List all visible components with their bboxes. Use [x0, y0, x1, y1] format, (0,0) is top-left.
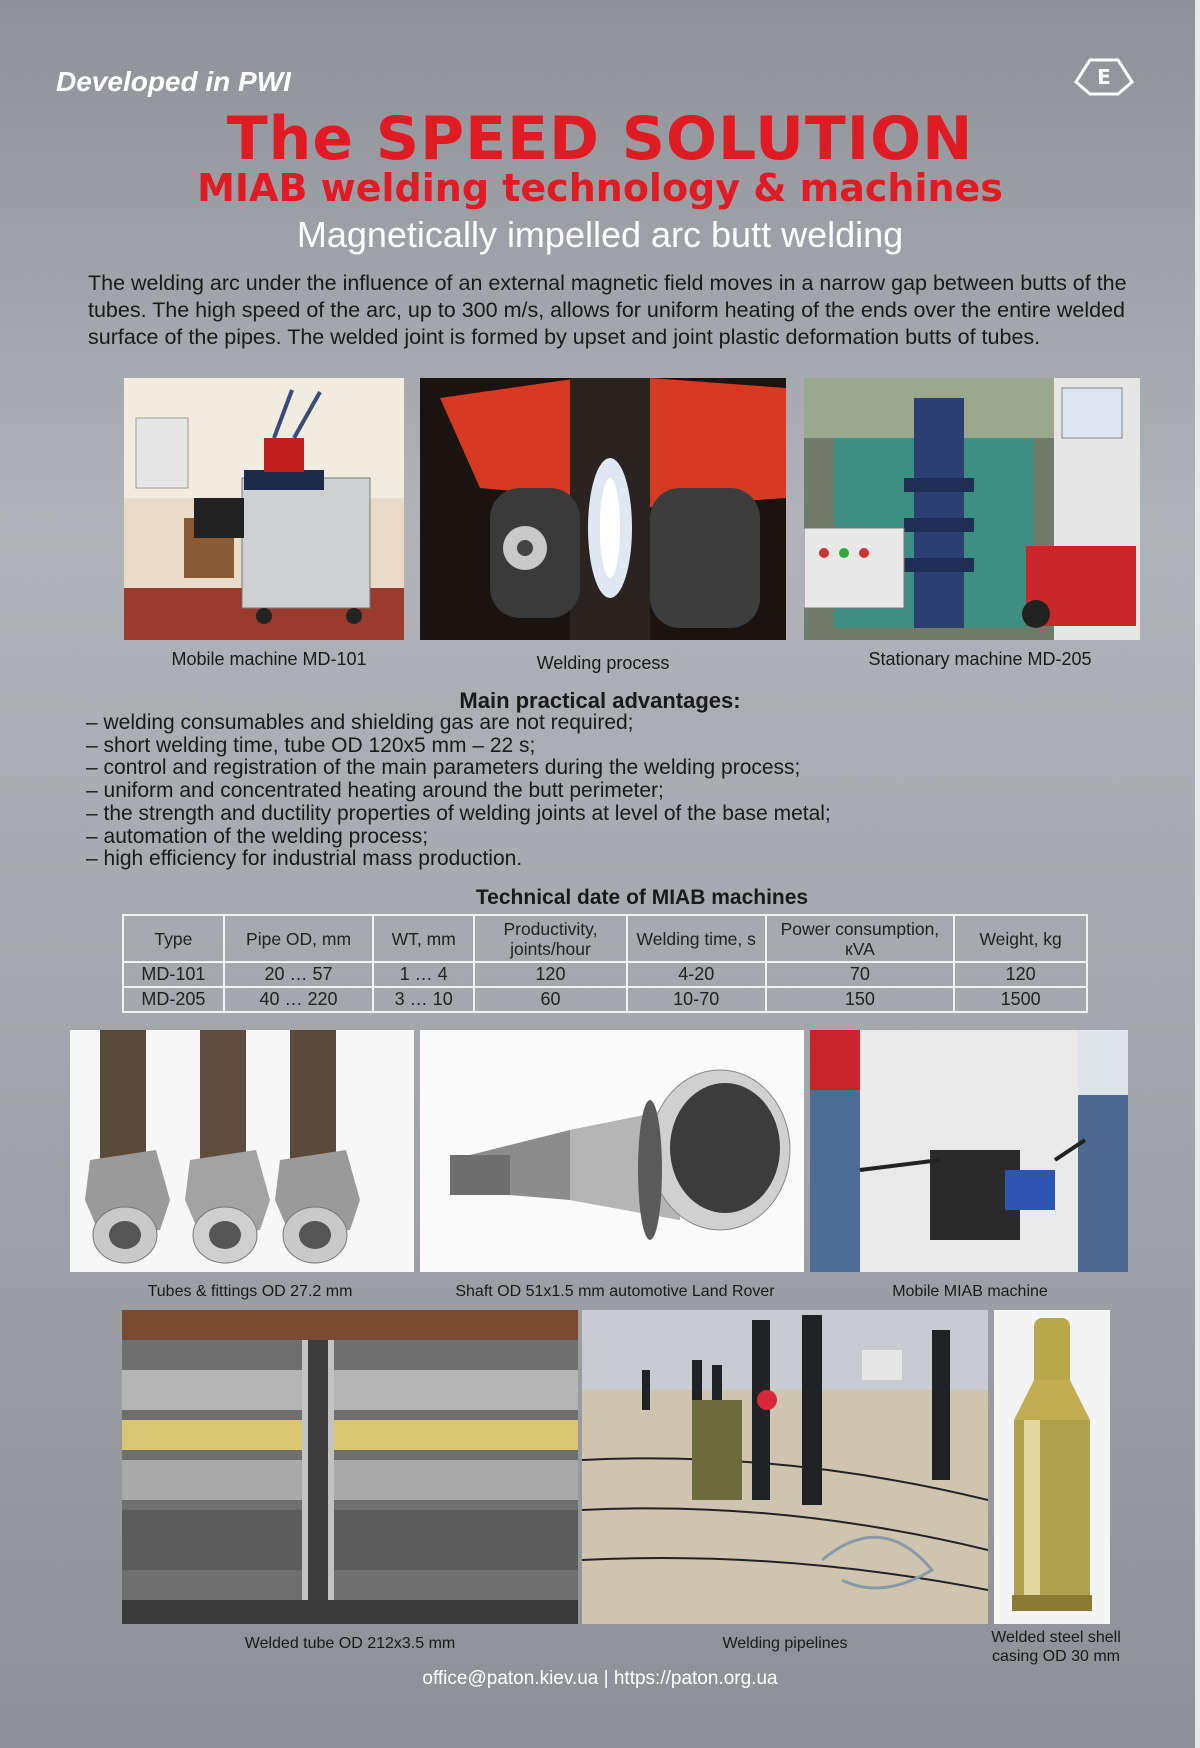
- caption-steel-shell-line1: Welded steel shell: [991, 1629, 1121, 1646]
- col-header-welding-time: Welding time, s: [627, 915, 766, 962]
- col-header-weight: Weight, kg: [954, 915, 1087, 962]
- cell-weight: 1500: [954, 987, 1087, 1012]
- photo-shaft-land-rover: [420, 1030, 804, 1272]
- caption-steel-shell-line2: casing OD 30 mm: [991, 1648, 1121, 1665]
- advantage-item: – short welding time, tube OD 120x5 mm – 22 s;: [86, 733, 536, 757]
- intro-paragraph: The welding arc under the influence of an external magnetic field moves in a narrow gap between butts of the tubes. The high speed of the arc, up to 300 m/s, allows for uniform heating of the ends over the entire welded surface of the pipes. The welded joint is formed by upset and joint plastic deformation butts of tubes.: [88, 271, 1127, 349]
- svg-text:E: E: [1097, 65, 1111, 89]
- advantage-item: – uniform and concentrated heating around the butt perimeter;: [86, 779, 664, 803]
- cell-type: MD-205: [123, 987, 224, 1012]
- pwi-logo-icon: [1070, 54, 1138, 98]
- right-edge-strip: [1195, 0, 1200, 1748]
- cell-productivity: 120: [474, 962, 627, 987]
- cell-wt: 1 … 4: [373, 962, 474, 987]
- cell-weight: 120: [954, 962, 1087, 987]
- tech-table-title: Technical date of MIAB machines: [475, 886, 809, 909]
- photo-welding-pipelines: [582, 1310, 988, 1624]
- advantages-list: [86, 712, 831, 871]
- caption-stationary-machine-md205: Stationary machine MD-205: [868, 649, 1092, 669]
- advantages-title: Main practical advantages:: [459, 688, 741, 713]
- cell-power: 150: [766, 987, 955, 1012]
- table-row: [123, 962, 1087, 987]
- col-header-productivity: Productivity, joints/hour: [474, 915, 627, 962]
- cell-pipe-od: 40 … 220: [224, 987, 374, 1012]
- cell-pipe-od: 20 … 57: [224, 962, 374, 987]
- col-header-type: Type: [123, 915, 224, 962]
- caption-welding-pipelines: Welding pipelines: [722, 1635, 848, 1652]
- caption-welding-process: Welding process: [536, 653, 670, 673]
- photo-steel-shell: [994, 1310, 1110, 1624]
- cell-welding-time: 4-20: [627, 962, 766, 987]
- advantage-item: – welding consumables and shielding gas are not required;: [86, 711, 634, 734]
- contact-info[interactable]: office@paton.kiev.ua | https://paton.org.ua: [422, 1668, 778, 1689]
- table-row: [123, 987, 1087, 1012]
- cell-welding-time: 10-70: [627, 987, 766, 1012]
- caption-steel-shell: [976, 1628, 1136, 1666]
- photo-welding-process: [420, 378, 786, 640]
- caption-shaft-land-rover: Shaft OD 51x1.5 mm automotive Land Rover: [455, 1283, 775, 1300]
- photo-stationary-machine-md205: [804, 378, 1140, 640]
- caption-mobile-machine-md101: Mobile machine MD-101: [171, 649, 367, 669]
- caption-tubes-fittings: Tubes & fittings OD 27.2 mm: [147, 1283, 353, 1300]
- photo-mobile-machine-md101: [124, 378, 404, 640]
- cell-power: 70: [766, 962, 955, 987]
- main-title: The SPEED SOLUTION: [226, 104, 974, 174]
- cell-productivity: 60: [474, 987, 627, 1012]
- col-header-wt: WT, mm: [373, 915, 474, 962]
- tech-table: [122, 914, 1088, 1013]
- developed-in-pwi: Developed in PWI: [56, 66, 291, 97]
- advantage-item: – automation of the welding process;: [86, 824, 429, 848]
- caption-mobile-miab-machine: Mobile MIAB machine: [892, 1283, 1048, 1300]
- advantage-item: – the strength and ductility properties of welding joints at level of the base metal;: [86, 801, 831, 825]
- advantage-item: – high efficiency for industrial mass production.: [86, 847, 523, 871]
- table-header-row: [123, 915, 1087, 962]
- cell-wt: 3 … 10: [373, 987, 474, 1012]
- advantage-item: – control and registration of the main parameters during the welding process;: [86, 756, 801, 780]
- caption-welded-tube: Welded tube OD 212x3.5 mm: [244, 1635, 456, 1652]
- cell-type: MD-101: [123, 962, 224, 987]
- col-header-pipe-od: Pipe OD, mm: [224, 915, 374, 962]
- subtitle: MIAB welding technology & machines: [197, 166, 1003, 210]
- col-header-power: Power consumption, кVA: [766, 915, 955, 962]
- photo-tubes-fittings: [70, 1030, 414, 1272]
- tagline: Magnetically impelled arc butt welding: [296, 214, 904, 255]
- photo-mobile-miab-machine: [810, 1030, 1128, 1272]
- photo-welded-tube: [122, 1310, 578, 1624]
